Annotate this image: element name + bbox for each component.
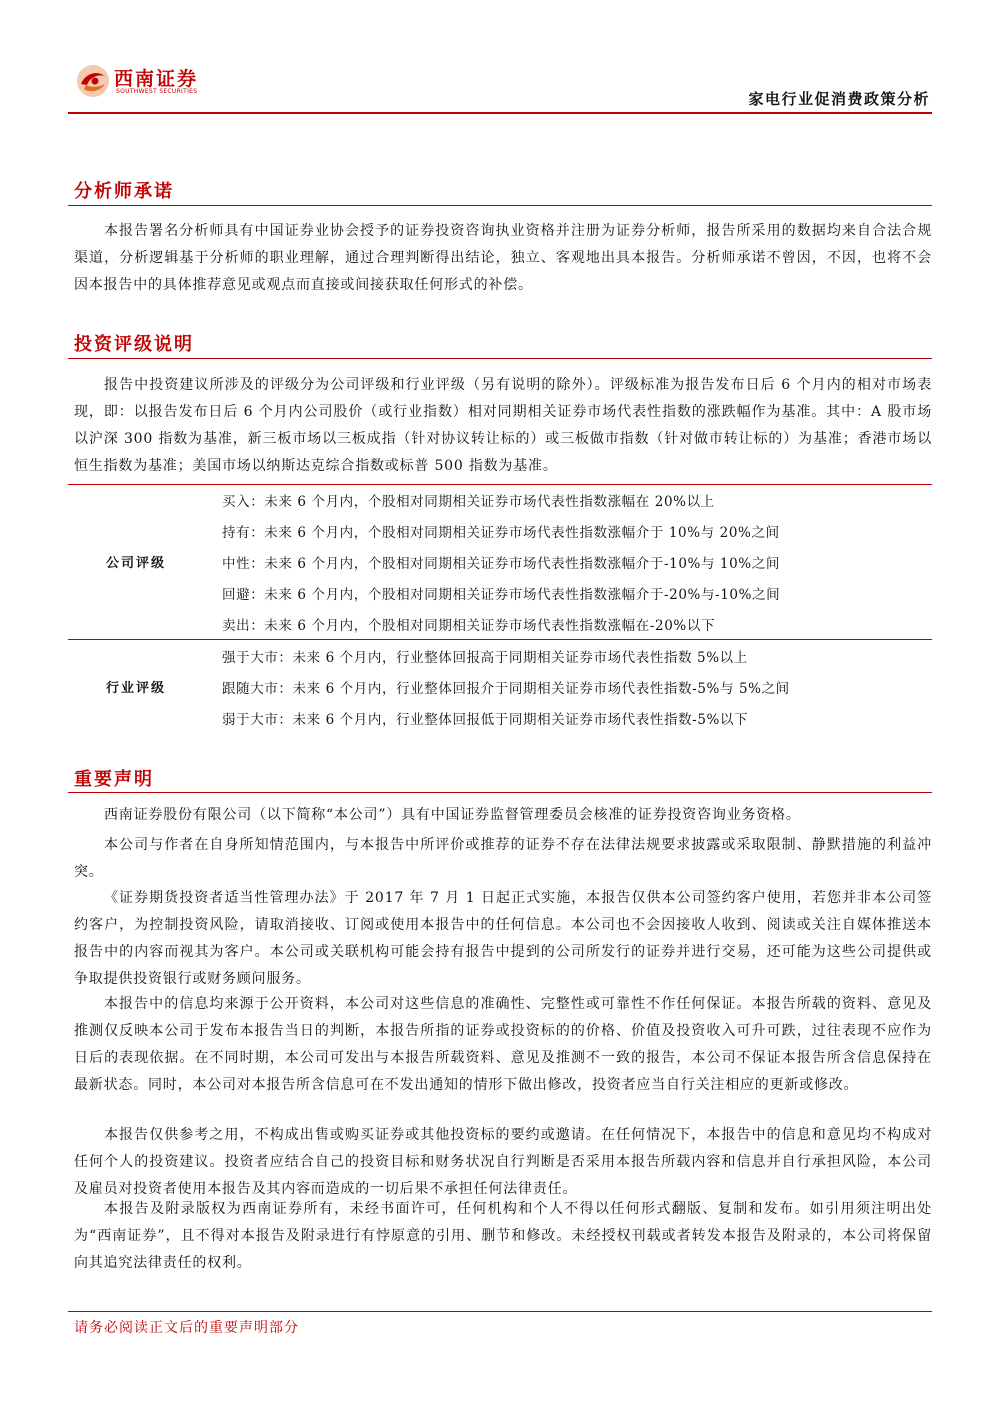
notice-paragraph: 本报告中的信息均来源于公开资料，本公司对这些信息的准确性、完整性或可靠性不作任何保证。本报告所载的资料、意见及推测仅反映本公司于发布本报告当日的判断，本报告所指的证券或投资标的的价格、价值及投资收入可升可跌，过往表现不应作为日后的表现依据。在不同时期，本公司可发出与本报告所载资料、意见及推测不一致的报告，本公司不保证本报告所含信息保持在最新状态。同时，本公司对本报告所含信息可在不发出通知的情形下做出修改，投资者应当自行关注相应的更新或修改。: [74, 996, 932, 1093]
header-divider: [68, 112, 932, 114]
company-rating-row: 回避：未来 6 个月内，个股相对同期相关证券市场代表性指数涨幅介于-20%与-10%之间: [222, 587, 781, 603]
notice-paragraph: 本公司与作者在自身所知情范围内，与本报告中所评价或推荐的证券不存在法律法规要求披露或采取限制、静默措施的利益冲突。: [74, 837, 932, 880]
industry-rating-row: 强于大市：未来 6 个月内，行业整体回报高于同期相关证券市场代表性指数 5%以上: [222, 650, 748, 666]
analyst-commitment-text: 本报告署名分析师具有中国证券业协会授予的证券投资咨询执业资格并注册为证券分析师，报告所采用的数据均来自合法合规渠道，分析逻辑基于分析师的职业理解，通过合理判断得出结论，独立、客观地出具本报告。分析师承诺不曾因，不因，也将不会因本报告中的具体推荐意见或观点而直接或间接获取任何形式的补偿。: [74, 223, 932, 293]
rating-explanation-text: 报告中投资建议所涉及的评级分为公司评级和行业评级（另有说明的除外）。评级标准为报告发布日后 6 个月内的相对市场表现，即：以报告发布日后 6 个月内公司股价（或行业指数）相对同期相关证券市场代表性指数的涨跌幅作为基准。其中：A 股市场以沪深 300 指数为基准，新三板市场以三板成指（针对协议转让标的）或三板做市指数（针对做市转让标的）为基准；香港市场以恒生指数为基准；美国市场以纳斯达克综合指数或标普 500 指数为基准。: [74, 377, 932, 474]
notice-paragraph: 本报告及附录版权为西南证券所有，未经书面许可，任何机构和个人不得以任何形式翻版、复制和发布。如引用须注明出处为“西南证券”，且不得对本报告及附录进行有悖原意的引用、删节和修改。未经授权刊载或者转发本报告及附录的，本公司将保留向其追究法律责任的权利。: [74, 1201, 932, 1271]
industry-rating-row: 跟随大市：未来 6 个月内，行业整体回报介于同期相关证券市场代表性指数-5%与 5%之间: [222, 681, 790, 697]
notice-paragraph: 西南证券股份有限公司（以下简称“本公司”）具有中国证券监督管理委员会核准的证券投资咨询业务资格。: [104, 807, 801, 823]
logo-mark-icon: [76, 64, 110, 98]
table-divider: [68, 639, 932, 640]
industry-rating-row: 弱于大市：未来 6 个月内，行业整体回报低于同期相关证券市场代表性指数-5%以下: [222, 712, 749, 728]
notice-paragraph: 本报告仅供参考之用，不构成出售或购买证券或其他投资标的要约或邀请。在任何情况下，本报告中的信息和意见均不构成对任何个人的投资建议。投资者应结合自己的投资目标和财务状况自行判断是否采用本报告所载内容和信息并自行承担风险，本公司及雇员对投资者使用本报告及其内容而造成的一切后果不承担任何法律责任。: [74, 1127, 932, 1197]
logo-text: 西南证券: [114, 68, 199, 90]
industry-rating-label: 行业评级: [106, 681, 167, 696]
company-rating-row: 持有：未来 6 个月内，个股相对同期相关证券市场代表性指数涨幅介于 10%与 20%之间: [222, 525, 780, 541]
section-title-analyst-commitment: 分析师承诺: [74, 181, 174, 202]
footer-disclaimer: 请务必阅读正文后的重要声明部分: [74, 1320, 299, 1336]
logo-subtext: SOUTHWEST SECURITIES: [116, 88, 198, 95]
footer-divider: [68, 1311, 932, 1312]
section-divider: [68, 792, 932, 793]
company-logo: [76, 62, 216, 102]
section-divider: [68, 205, 932, 206]
section-title-important-notice: 重要声明: [74, 769, 154, 790]
company-rating-row: 卖出：未来 6 个月内，个股相对同期相关证券市场代表性指数涨幅在-20%以下: [222, 618, 716, 634]
section-title-rating-explanation: 投资评级说明: [74, 334, 194, 355]
table-divider: [68, 484, 932, 485]
notice-paragraph: 《证券期货投资者适当性管理办法》于 2017 年 7 月 1 日起正式实施，本报告仅供本公司签约客户使用，若您并非本公司签约客户，为控制投资风险，请取消接收、订阅或使用本报告中的任何信息。本公司也不会因接收人收到、阅读或关注自媒体推送本报告中的内容而视其为客户。本公司或关联机构可能会持有报告中提到的公司所发行的证券并进行交易，还可能为这些公司提供或争取提供投资银行或财务顾问服务。: [74, 890, 932, 987]
section-divider: [68, 358, 932, 359]
report-title: 家电行业促消费政策分析: [748, 90, 930, 108]
company-rating-label: 公司评级: [106, 556, 167, 571]
company-rating-row: 买入：未来 6 个月内，个股相对同期相关证券市场代表性指数涨幅在 20%以上: [222, 494, 715, 510]
company-rating-row: 中性：未来 6 个月内，个股相对同期相关证券市场代表性指数涨幅介于-10%与 10%之间: [222, 556, 780, 572]
